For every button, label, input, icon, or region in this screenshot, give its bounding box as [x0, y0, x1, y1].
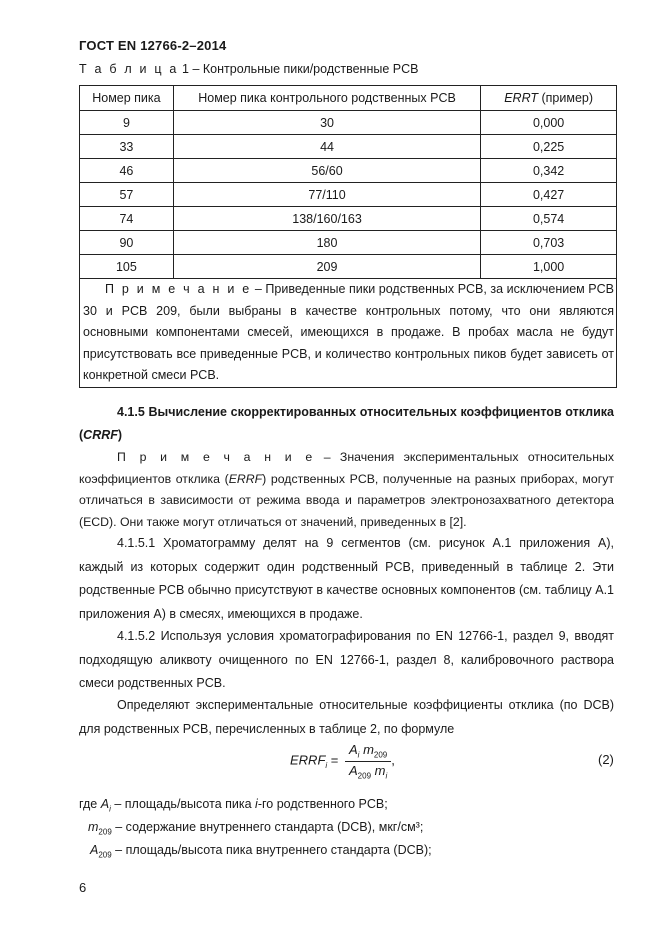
- def-text-a: – содержание внутреннего стандарта (DCB), мкг/см³;: [111, 820, 424, 834]
- header-errt: [481, 86, 617, 111]
- cell-pcb: 30: [173, 111, 480, 135]
- definition-m209: [88, 820, 423, 837]
- cell-errt: 0,342: [481, 159, 617, 183]
- cell-pcb: 77/110: [173, 183, 480, 207]
- cell-peak: 90: [80, 231, 174, 255]
- definition-a209: [90, 843, 432, 860]
- paragraph-4-1-5-1: 4.1.5.1 Хроматограмму делят на 9 сегментов (см. рисунок А.1 приложения А), каждый из которых содержит один родственный PCB, приведенный в таблице 2. Эти родственные PCB обычно присутствуют в качестве основных компонентов (см. таблицу А.1 приложения А) в смесях, имеющихся в продаже.: [79, 536, 614, 621]
- section-note-label: П р и м е ч а н и е: [117, 450, 315, 464]
- paragraph-4-1-5-2: 4.1.5.2 Используя условия хроматографирования по EN 12766-1, раздел 9, вводят подходящую аликвоту очищенного по EN 12766-1, раздел 8, калибровочного раствора смеси родственных PCB.: [79, 629, 614, 690]
- table-header-row: [80, 86, 617, 111]
- cell-peak: 46: [80, 159, 174, 183]
- table-row: [80, 231, 617, 255]
- paragraph-determine: Определяют экспериментальные относительные коэффициенты отклика (по DCB) для родственных PCB, перечисленных в таблице 2, по формуле: [79, 698, 614, 736]
- definition-ai: [79, 797, 388, 814]
- def-italic: i: [255, 797, 258, 811]
- cell-errt: 0,225: [481, 135, 617, 159]
- cell-pcb: 56/60: [173, 159, 480, 183]
- def-symbol: A: [100, 797, 110, 811]
- def-symbol-sub: 209: [98, 850, 112, 860]
- cell-errt: 0,427: [481, 183, 617, 207]
- cell-peak: 33: [80, 135, 174, 159]
- def-symbol: A: [90, 843, 99, 857]
- den-m-sub: i: [385, 771, 388, 781]
- def-symbol-sub: 209: [98, 827, 112, 837]
- cell-peak: 57: [80, 183, 174, 207]
- den-a: A: [349, 762, 358, 778]
- table-row: [80, 111, 617, 135]
- formula-fraction: [345, 742, 391, 780]
- def-text-a: – площадь/высота пика внутреннего стандарта (DCB);: [111, 843, 432, 857]
- header-control-pcb: Номер пика контрольного родственных PCB: [173, 86, 480, 111]
- num-a-sub: i: [357, 750, 360, 760]
- cell-peak: 9: [80, 111, 174, 135]
- def-symbol-sub: i: [109, 804, 111, 814]
- standard-header: ГОСТ EN 12766-2–2014: [79, 38, 227, 53]
- num-m: m: [359, 742, 374, 757]
- table-note-label: П р и м е ч а н и е: [105, 282, 252, 296]
- formula-trail: ,: [391, 752, 395, 768]
- def-text-b: -го родственного PCB;: [257, 797, 388, 811]
- formula-errf: [290, 742, 395, 780]
- cell-peak: 105: [80, 255, 174, 279]
- def-symbol: m: [88, 820, 99, 834]
- cell-pcb: 180: [173, 231, 480, 255]
- table-note-row: [80, 279, 617, 388]
- table-row: [80, 183, 617, 207]
- formula-lhs-sub: i: [325, 761, 328, 771]
- cell-pcb: 44: [173, 135, 480, 159]
- section-title: Вычисление скорректированных относительных коэффициентов отклика (: [79, 405, 614, 442]
- def-prefix: где: [79, 797, 101, 811]
- formula-lhs: ERRF: [290, 752, 326, 768]
- table-caption-text: 1 – Контрольные пики/родственные PCB: [178, 62, 419, 76]
- den-a-sub: 209: [357, 771, 372, 781]
- section-note: [79, 447, 614, 533]
- section-note-p2: ) родственных PCB, полученные на разных приборах, могут отличаться в зависимости от режима ввода и параметров электронозахватного детектора (ECD). Они также могут отличаться от значений, приведенных в [2].: [79, 471, 614, 529]
- def-text-a: – площадь/высота пика: [110, 797, 256, 811]
- table-row: [80, 207, 617, 231]
- page-number: 6: [79, 880, 87, 895]
- control-peaks-table: [79, 85, 617, 388]
- section-note-p1: – Значения экспериментальных относительных коэффициентов отклика (: [79, 450, 614, 486]
- errt-abbr: ERRT: [504, 91, 539, 105]
- formula-denominator: [345, 762, 391, 781]
- table-row: [80, 159, 617, 183]
- cell-errt: 0,574: [481, 207, 617, 231]
- equation-number: (2): [598, 752, 614, 767]
- formula-eq: =: [327, 752, 342, 768]
- section-abbr: CRRF: [83, 428, 118, 442]
- cell-errt: 0,000: [481, 111, 617, 135]
- cell-errt: 0,703: [481, 231, 617, 255]
- cell-errt: 1,000: [481, 255, 617, 279]
- table-row: [80, 255, 617, 279]
- cell-peak: 74: [80, 207, 174, 231]
- table-caption-label: Т а б л и ц а: [79, 62, 179, 76]
- den-m: m: [371, 762, 386, 778]
- section-heading: [79, 401, 614, 447]
- num-m-sub: 209: [373, 750, 388, 760]
- errt-example: (пример): [538, 91, 594, 105]
- section-note-abbr: ERRF: [228, 471, 263, 486]
- formula-numerator: [345, 742, 391, 762]
- cell-pcb: 209: [173, 255, 480, 279]
- section-title-end: ): [117, 428, 123, 442]
- table-caption: [79, 62, 418, 76]
- cell-pcb: 138/160/163: [173, 207, 480, 231]
- table-row: [80, 135, 617, 159]
- num-a: A: [349, 742, 358, 757]
- table-note: [80, 279, 617, 388]
- table-note-text: – Приведенные пики родственных PCB, за исключением PCB 30 и PCB 209, были выбраны в качестве контрольных потому, что они являются основными компонентами смесей, имеющихся в продаже. В пробах масла не будут присутствовать все приведенные PCB, и количество контрольных пиков будет зависеть от конкретной смеси PCB.: [83, 282, 614, 383]
- section-number: 4.1.5: [117, 405, 145, 419]
- header-peak-number: Номер пика: [80, 86, 174, 111]
